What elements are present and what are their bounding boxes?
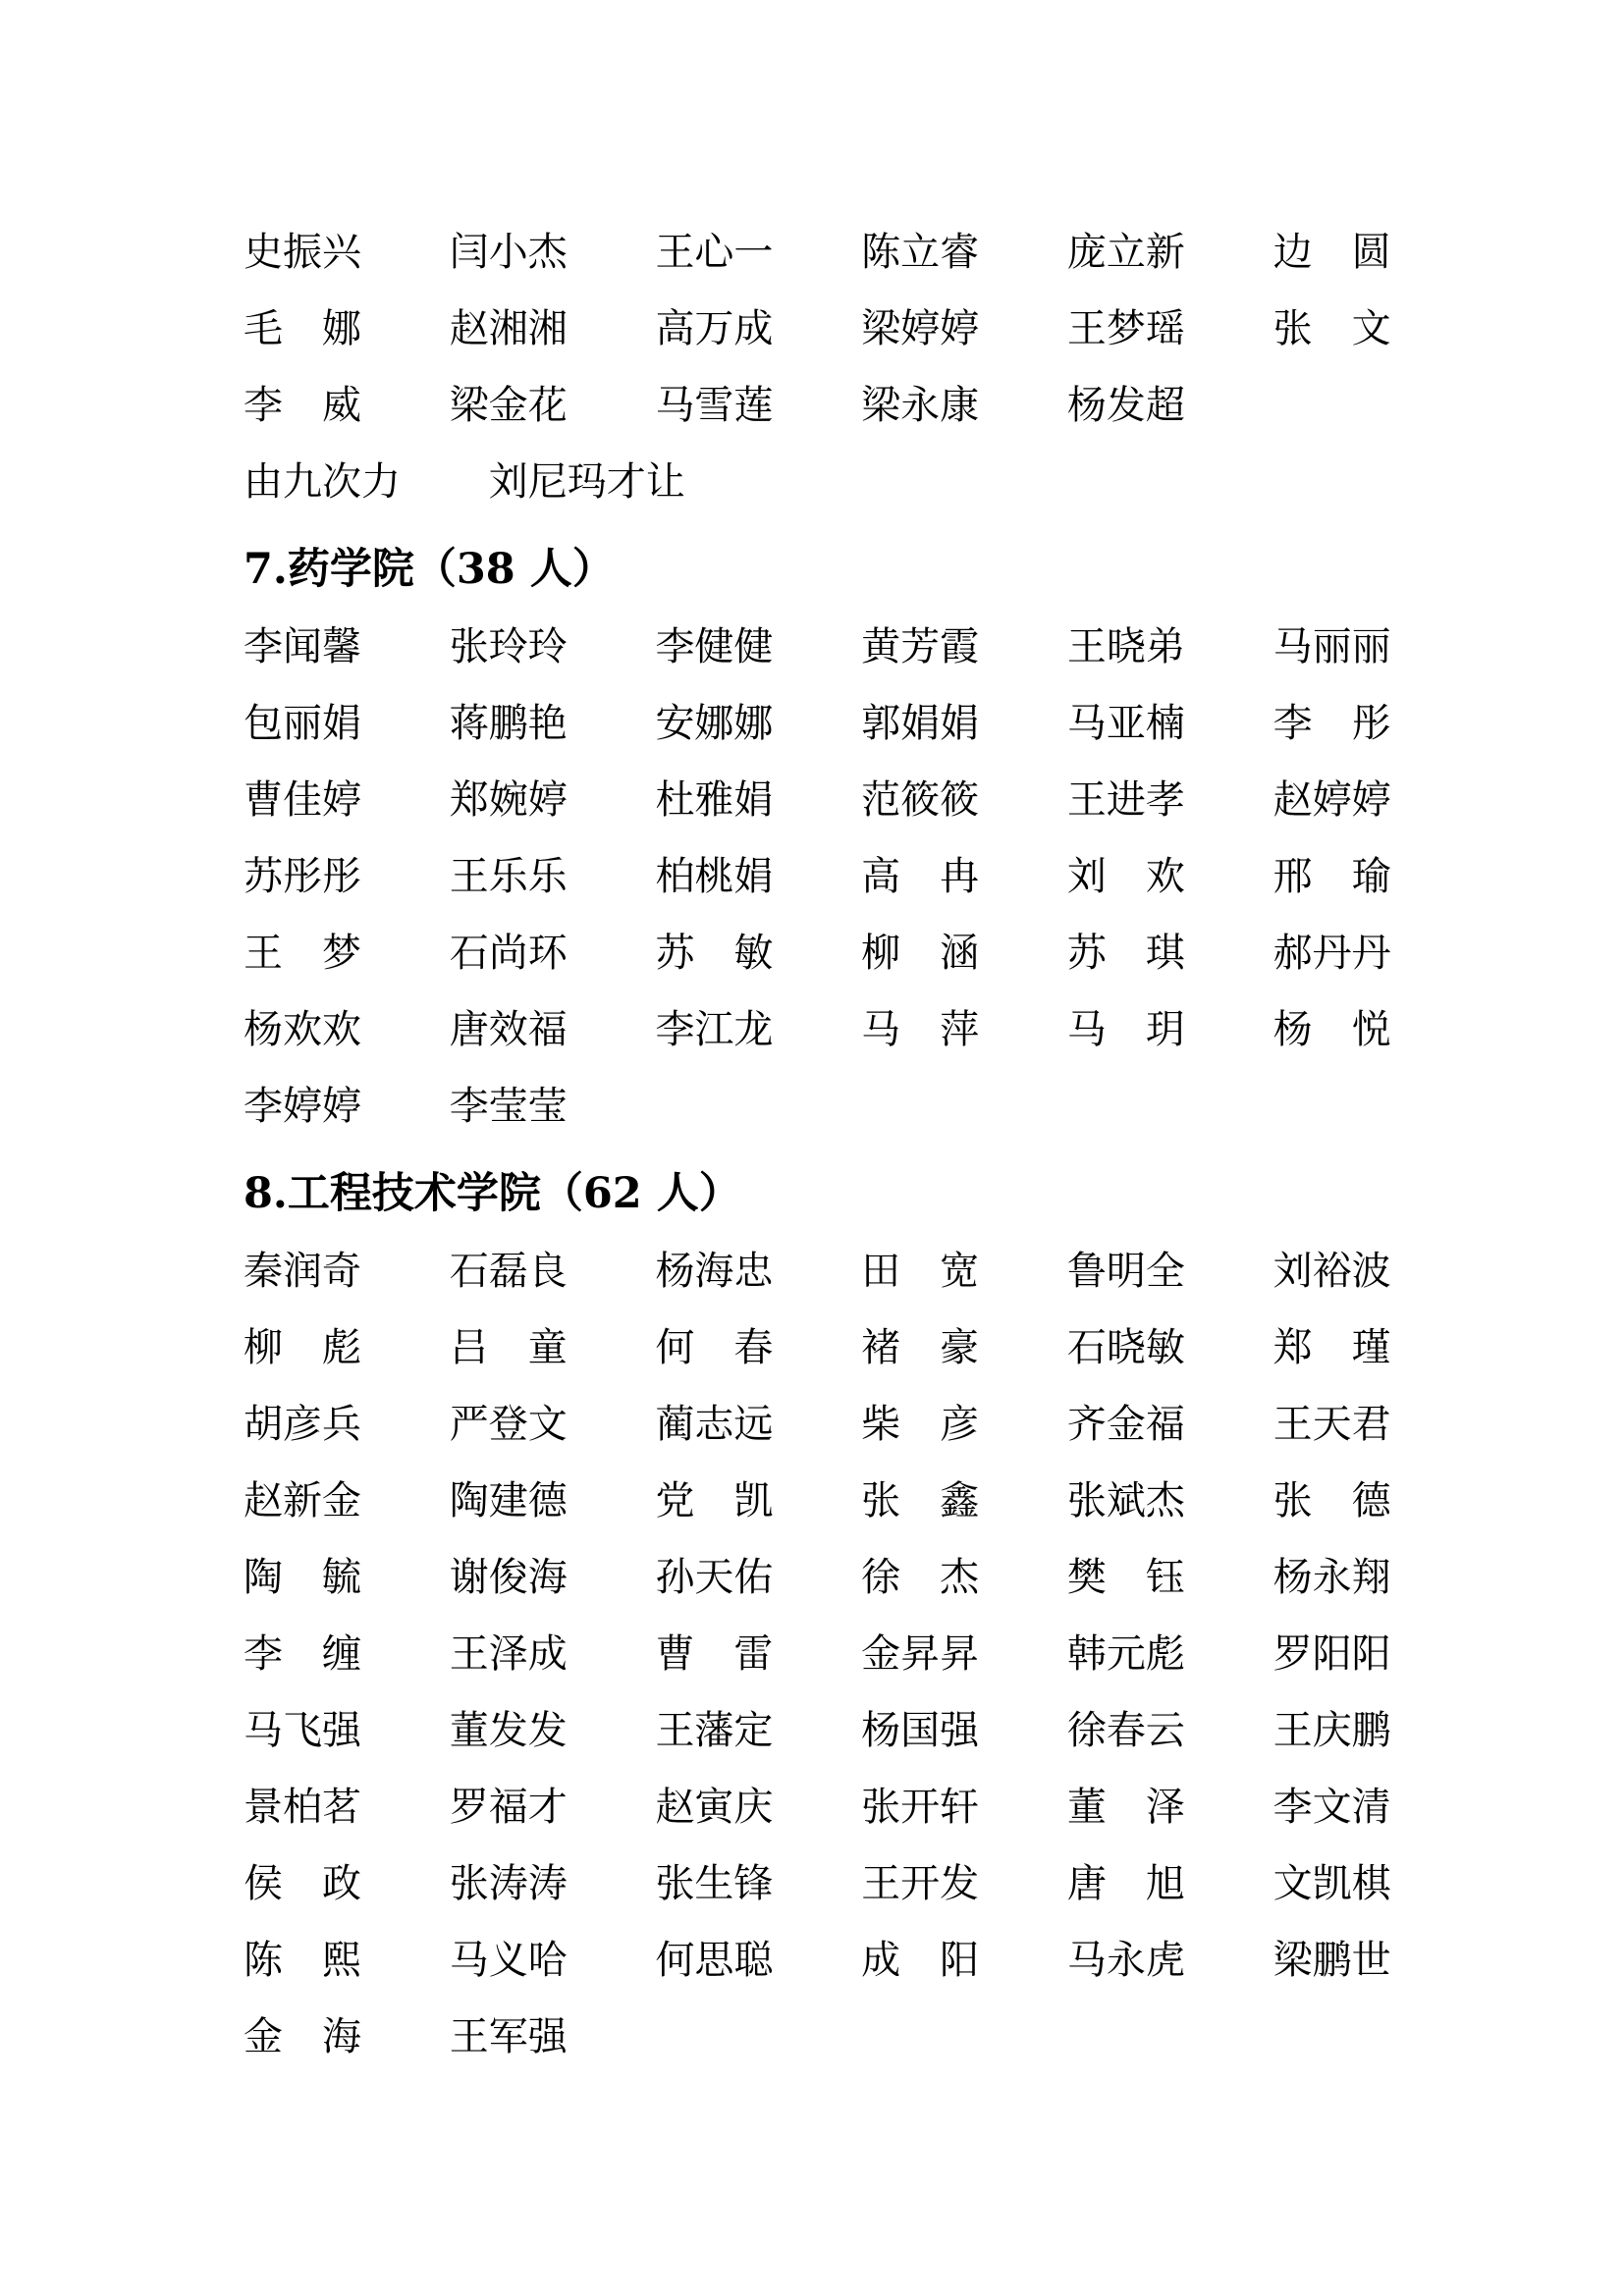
person-name: 梁鹏世 [1272,1938,1391,1983]
person-name: 李莹莹 [449,1084,568,1129]
person-name: 邢 瑜 [1272,854,1391,899]
person-name: 王庆鹏 [1272,1708,1391,1753]
person-name: 史振兴 [244,230,361,275]
person-name: 杨欢欢 [244,1007,361,1052]
person-name: 柏桃娟 [655,854,774,899]
name-row [244,1692,1467,1769]
name-row [244,609,1467,685]
person-name: 吕 童 [449,1325,568,1370]
person-name: 杨海忠 [655,1249,774,1294]
person-name: 文凯棋 [1272,1861,1391,1906]
person-name: 杨 悦 [1272,1007,1391,1052]
person-name: 边 圆 [1272,230,1391,275]
person-name: 郑 瑾 [1272,1325,1391,1370]
person-name: 刘裕波 [1272,1249,1391,1294]
name-group-continuation [244,214,1467,520]
person-name: 张开轩 [861,1785,980,1830]
person-name: 高 冉 [861,854,980,899]
person-name: 王进孝 [1066,777,1185,823]
name-row [244,762,1467,838]
name-row [244,1309,1467,1386]
name-row [244,444,1467,520]
name-row [244,1539,1467,1616]
person-name: 高万成 [655,306,774,351]
person-name: 王晓弟 [1066,624,1185,669]
person-name: 董 泽 [1066,1785,1185,1830]
person-name: 李 缠 [244,1631,361,1677]
person-name: 唐效福 [449,1007,568,1052]
person-name: 侯 政 [244,1861,361,1906]
name-group-engineering [244,1154,1467,2075]
person-name: 谢俊海 [449,1555,568,1600]
person-name: 韩元彪 [1066,1631,1185,1677]
person-name: 王军强 [449,2014,568,2059]
person-name: 马丽丽 [1272,624,1391,669]
person-name: 罗阳阳 [1272,1631,1391,1677]
person-name: 李闻馨 [244,624,361,669]
person-name: 陈 熙 [244,1938,361,1983]
person-name: 褚 豪 [861,1325,980,1370]
person-name: 王梦瑶 [1066,306,1185,351]
person-name: 张生锋 [655,1861,774,1906]
person-name: 石晓敏 [1066,1325,1185,1370]
name-row [244,685,1467,762]
person-name: 马雪莲 [655,383,774,428]
person-name: 梁金花 [449,383,568,428]
person-name: 苏 敏 [655,931,774,976]
person-name: 张 鑫 [861,1478,980,1523]
person-name: 徐 杰 [861,1555,980,1600]
person-name: 闫小杰 [449,230,568,275]
person-name: 李 彤 [1272,701,1391,746]
name-row [244,991,1467,1068]
person-name: 唐 旭 [1066,1861,1185,1906]
person-name: 陈立睿 [861,230,980,275]
person-name: 郭娟娟 [861,701,980,746]
name-row [244,1386,1467,1463]
person-name: 党 凯 [655,1478,774,1523]
person-name: 刘 欢 [1066,854,1185,899]
person-name: 黄芳霞 [861,624,980,669]
name-row [244,1999,1467,2075]
person-name: 李 威 [244,383,361,428]
person-name: 王天君 [1272,1402,1391,1447]
person-name: 董发发 [449,1708,568,1753]
name-row [244,1845,1467,1922]
person-name: 曹 雷 [655,1631,774,1677]
person-name: 陶建德 [449,1478,568,1523]
name-row [244,1769,1467,1845]
person-name: 张 文 [1272,306,1391,351]
person-name: 徐春云 [1066,1708,1185,1753]
person-name: 郑婉婷 [449,777,568,823]
person-name: 何 春 [655,1325,774,1370]
person-name: 赵新金 [244,1478,361,1523]
person-name: 严登文 [449,1402,568,1447]
person-name: 赵寅庆 [655,1785,774,1830]
name-row [244,291,1467,367]
name-row [244,367,1467,444]
person-name: 罗福才 [449,1785,568,1830]
person-name: 蔺志远 [655,1402,774,1447]
name-row [244,838,1467,915]
person-name: 石磊良 [449,1249,568,1294]
person-name: 马飞强 [244,1708,361,1753]
person-name: 李健健 [655,624,774,669]
name-row [244,1068,1467,1145]
person-name: 田 宽 [861,1249,980,1294]
name-row [244,1616,1467,1692]
person-name: 郝丹丹 [1272,931,1391,976]
person-name: 安娜娜 [655,701,774,746]
person-name: 杜雅娟 [655,777,774,823]
person-name: 柳 彪 [244,1325,361,1370]
person-name: 樊 钰 [1066,1555,1185,1600]
person-name: 苏 琪 [1066,931,1185,976]
person-name: 刘尼玛才让 [488,459,685,505]
person-name: 秦润奇 [244,1249,361,1294]
person-name: 金 海 [244,2014,361,2059]
person-name: 李江龙 [655,1007,774,1052]
person-name: 王 梦 [244,931,361,976]
name-group-pharmacy [244,530,1467,1145]
person-name: 杨永翔 [1272,1555,1391,1600]
person-name: 柳 涵 [861,931,980,976]
person-name: 范筱筱 [861,777,980,823]
person-name: 李婷婷 [244,1084,361,1129]
person-name: 鲁明全 [1066,1249,1185,1294]
name-row [244,915,1467,991]
person-name: 张斌杰 [1066,1478,1185,1523]
person-name: 景柏茗 [244,1785,361,1830]
person-name: 马 萍 [861,1007,980,1052]
person-name: 孙天佑 [655,1555,774,1600]
section-7-heading: 7.药学院（38 人） [244,545,615,594]
person-name: 胡彦兵 [244,1402,361,1447]
person-name: 成 阳 [861,1938,980,1983]
person-name: 张玲玲 [449,624,568,669]
person-name: 张 德 [1272,1478,1391,1523]
person-name: 赵湘湘 [449,306,568,351]
person-name: 王泽成 [449,1631,568,1677]
person-name: 赵婷婷 [1272,777,1391,823]
name-row [244,214,1467,291]
person-name: 杨国强 [861,1708,980,1753]
person-name: 金昇昇 [861,1631,980,1677]
person-name: 陶 毓 [244,1555,361,1600]
person-name: 庞立新 [1066,230,1185,275]
section-8-heading: 8.工程技术学院（62 人） [244,1169,741,1218]
person-name: 包丽娟 [244,701,361,746]
person-name: 毛 娜 [244,306,361,351]
person-name: 王心一 [655,230,774,275]
person-name: 杨发超 [1066,383,1185,428]
person-name: 马亚楠 [1066,701,1185,746]
person-name: 苏彤彤 [244,854,361,899]
person-name: 张涛涛 [449,1861,568,1906]
person-name: 马永虎 [1066,1938,1185,1983]
name-row [244,1233,1467,1309]
person-name: 梁永康 [861,383,980,428]
person-name: 马义哈 [449,1938,568,1983]
person-name: 蒋鹏艳 [449,701,568,746]
person-name: 何思聪 [655,1938,774,1983]
person-name: 齐金福 [1066,1402,1185,1447]
person-name: 李文清 [1272,1785,1391,1830]
person-name: 王乐乐 [449,854,568,899]
person-name: 石尚环 [449,931,568,976]
person-name: 柴 彦 [861,1402,980,1447]
name-row [244,1463,1467,1539]
person-name: 王开发 [861,1861,980,1906]
person-name: 梁婷婷 [861,306,980,351]
name-row [244,1922,1467,1999]
person-name: 曹佳婷 [244,777,361,823]
person-name: 马 玥 [1066,1007,1185,1052]
person-name: 王藩定 [655,1708,774,1753]
person-name: 由九次力 [244,459,401,505]
